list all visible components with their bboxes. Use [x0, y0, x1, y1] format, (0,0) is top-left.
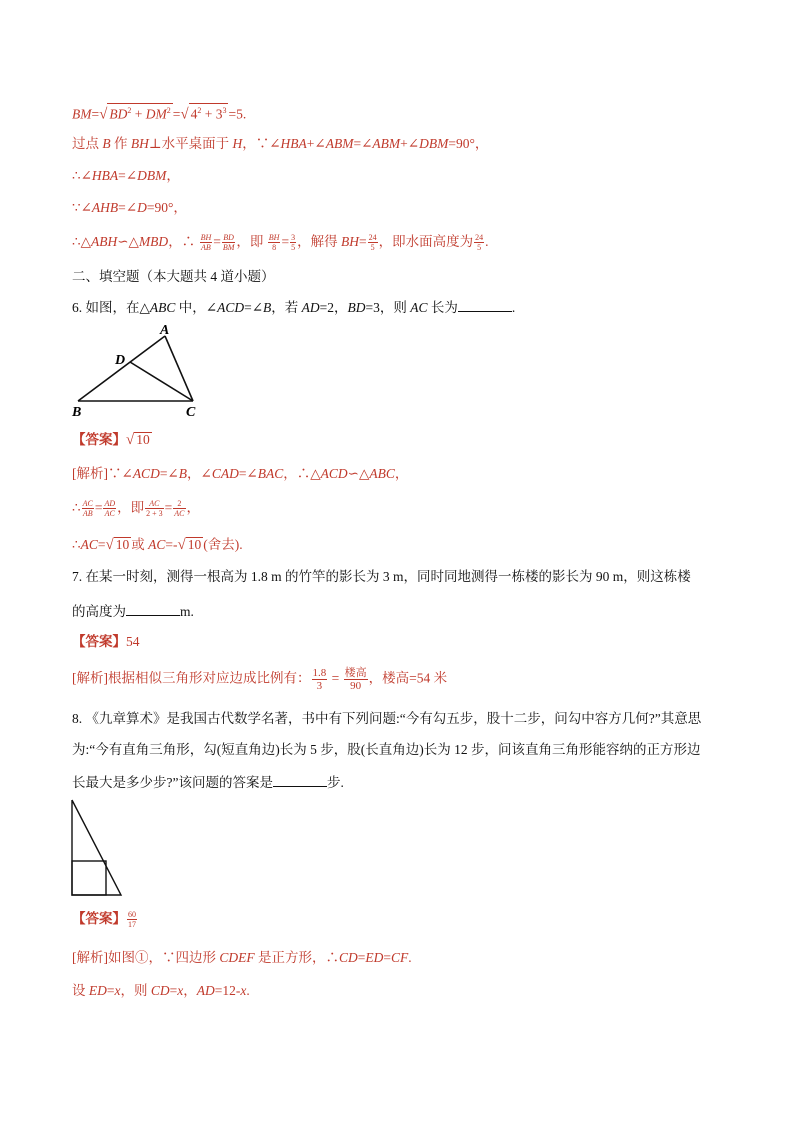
solution-line-angle-eq: ∴∠HBA=∠DBM，	[72, 168, 180, 183]
question-8-line-3: 长最大是多少步?”该问题的答案是 步.	[72, 772, 344, 792]
segment-ac	[165, 336, 193, 401]
solution-6-line-2: ∴ $\frac{AC}{AB}$ = $\frac{AD}{AC}$ ，即 $\frac{AC}{2 + 3}$ = $\frac{2}{AC}$ ，	[72, 499, 200, 519]
segment-ba	[78, 336, 165, 401]
label-d: D	[115, 353, 126, 368]
inscribed-square	[72, 861, 106, 895]
solution-7: [解析]根据相似三角形对应边成比例有： $\frac{1.8}{3}$ = $\frac{\text{楼高}}{90}$ ，楼高=54 米	[72, 667, 448, 692]
segment-dc	[130, 362, 193, 401]
answer-6: 【答案】√ 10	[72, 432, 150, 448]
question-8-line-2: 为:“今有直角三角形，勾(短直角边)长为 5 步，股(长直角边)长为 12 步，问该直角三角形能容纳的正方形边	[72, 742, 701, 757]
triangle-figure-q6	[68, 320, 208, 420]
label-c: C	[186, 405, 196, 420]
solution-6-line-3: ∴AC=√ 10 或 AC=-√ 10 (舍去).	[72, 537, 243, 553]
answer-7: 【答案】54	[72, 634, 140, 649]
question-7-line-2: 的高度为 m.	[72, 601, 194, 621]
label-b: B	[72, 405, 82, 420]
right-triangle	[72, 800, 121, 895]
question-7-line-1: 7. 在某一时刻，测得一根高为 1.8 m 的竹竿的影长为 3 m，同时同地测得一栋楼的影长为 90 m，则这栋楼	[72, 569, 691, 584]
question-8-line-1: 8. 《九章算术》是我国古代数学名著，书中有下列问题:“今有勾五步，股十二步，问勾中容方几何?”其意思	[72, 711, 702, 726]
section-header: 二、填空题（本大题共 4 道小题）	[72, 269, 275, 284]
solution-8-line-2: 设 ED=x，则 CD=x，AD=12-x.	[72, 983, 250, 998]
label-a: A	[160, 323, 170, 338]
triangle-square-figure-q8	[70, 798, 130, 898]
solution-line-right-angles: ∵∠AHB=∠D=90°，	[72, 200, 187, 215]
solution-line-perpendicular: 过点 B 作 BH⊥水平桌面于 H，∵∠HBA+∠ABM=∠ABM+∠DBM=90°，	[72, 136, 489, 151]
answer-blank	[126, 601, 180, 616]
answer-blank	[273, 772, 327, 787]
solution-line-similar: ∴△ABH∽△MBD，∴ $\frac{BH}{AB}$ = $\frac{BD}{BM}$ ，即 $\frac{BH}{8}$ = $\frac{3}{5}$ ，解得 BH= $\frac{24}{5}$ ，即水面高度为 $\frac{24}{5}$ .	[72, 233, 489, 253]
question-6: 6. 如图，在△ABC 中，∠ACD=∠B，若 AD=2，BD=3，则 AC 长为 .	[72, 297, 515, 317]
solution-8-line-1: [解析]如图①，∵四边形 CDEF 是正方形，∴CD=ED=CF.	[72, 950, 412, 965]
answer-blank	[458, 297, 512, 312]
solution-6-line-1: [解析]∵∠ACD=∠B，∠CAD=∠BAC，∴△ACD∽△ABC，	[72, 466, 409, 481]
answer-8: 【答案】 $\frac{60}{17}$	[72, 910, 136, 930]
solution-line-bm: BM=√ $BD^2 + DM^2$ =√ $4^2 + 3^3 =5$.	[72, 103, 246, 124]
